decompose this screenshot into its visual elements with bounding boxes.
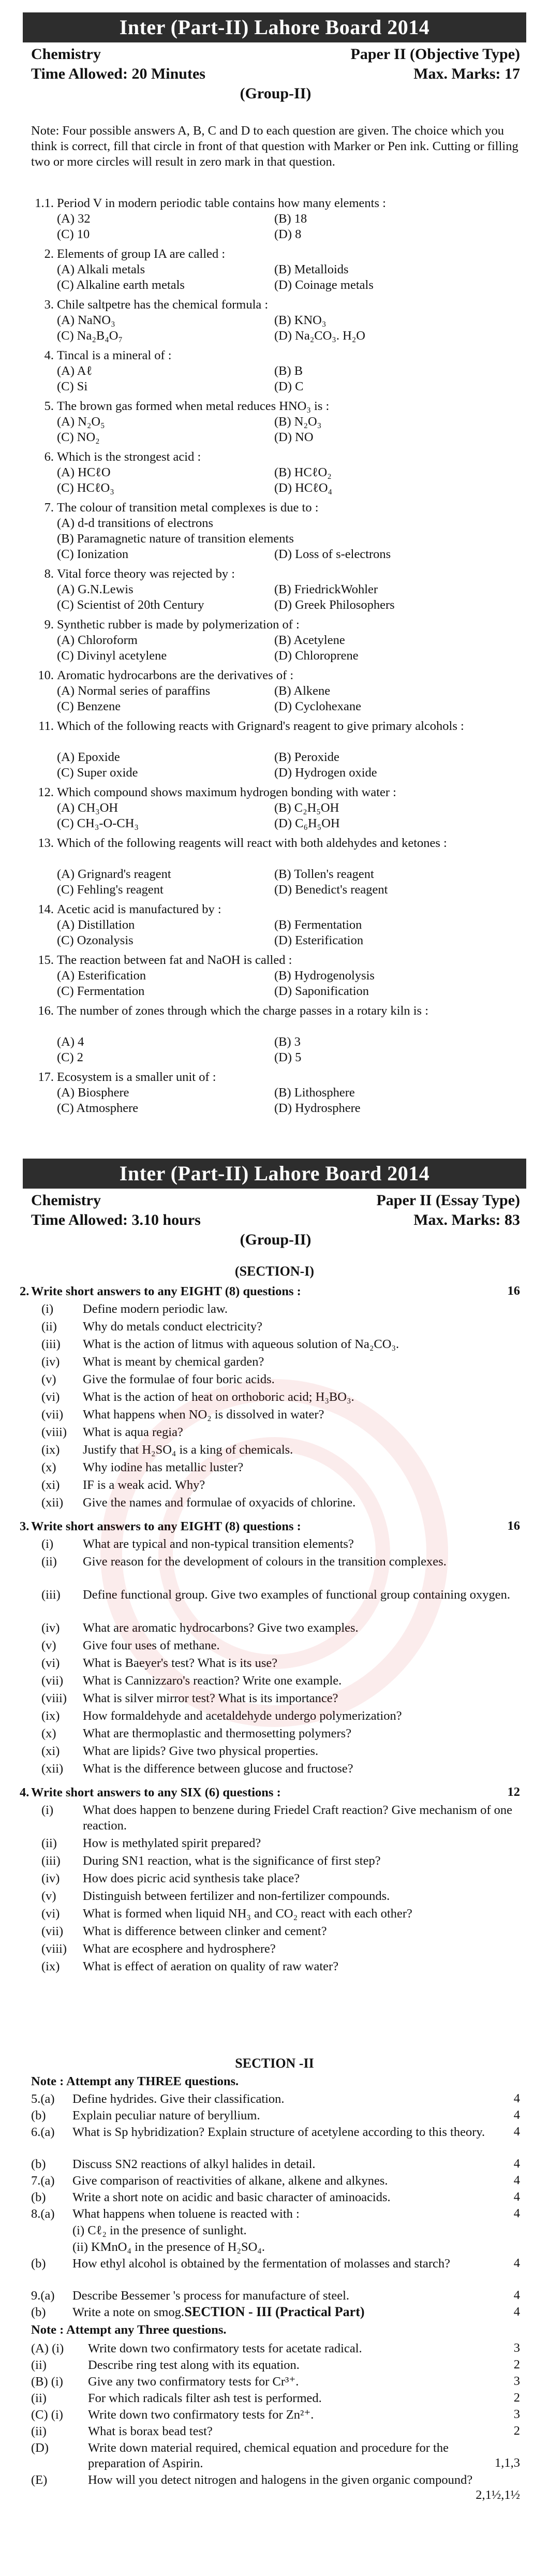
mcq-question: The brown gas formed when metal reduces HNO₃ is : 5. <box>57 399 520 414</box>
mcq-option-c: (C) Scientist of 20th Century <box>57 598 204 612</box>
mcq-number: 17. <box>38 1070 54 1084</box>
short-item-number: (i) <box>41 1537 54 1551</box>
short-item-number: (x) <box>41 1460 56 1474</box>
mcq-option-c: (C) CH₃-O-CH₃ <box>57 816 139 830</box>
short-item-number: (iv) <box>41 1355 60 1369</box>
mcq-option-a: (A) N₂O₅ <box>57 415 105 429</box>
short-question-number: 2. <box>20 1284 29 1298</box>
mcq-option-b: (B) N₂O₃ <box>274 415 322 429</box>
long-question-number: 7.(a) <box>31 2174 55 2188</box>
long-question-marks: 4 <box>513 2190 520 2204</box>
short-item-text: Why do metals conduct electricity? <box>83 1320 262 1334</box>
short-item-text: How formaldehyde and acetaldehyde undergo polymerization? <box>83 1709 402 1723</box>
mcq-number: 1.1. <box>35 196 54 210</box>
short-item-text: What happens when NO₂ is dissolved in water? <box>83 1408 324 1422</box>
short-item-text: What is meant by chemical garden? <box>83 1355 264 1369</box>
mcq-option-b: (B) Fermentation <box>274 918 362 932</box>
short-item-text: What does happen to benzene during Friedel Craft reaction? Give mechanism of one reaction. <box>83 1803 512 1833</box>
mcq-option-c: (C) Divinyl acetylene <box>57 649 167 663</box>
mcq-option-b: (B) Peroxide <box>274 750 339 764</box>
practical-number: (D) <box>31 2441 49 2455</box>
long-question-text: Discuss SN2 reactions of alkyl halides in detail. <box>72 2157 316 2171</box>
short-item-text: IF is a weak acid. Why? <box>83 1478 205 1492</box>
mcq-option-c: (C) Super oxide <box>57 766 138 780</box>
mcq-question: Aromatic hydrocarbons are the derivatives of : 10. <box>57 668 520 683</box>
section-3-title: SECTION - III (Practical Part) <box>184 2304 365 2319</box>
short-item-text: Define functional group. Give two examples of functional group containing oxygen. <box>83 1588 510 1602</box>
mcq-option-a: (A) Biosphere <box>57 1086 129 1100</box>
short-item-text: What is the difference between glucose and fructose? <box>83 1762 353 1776</box>
mcq-option-d: (D) HCℓO₄ <box>274 481 333 495</box>
long-question-number: (b) <box>31 2157 46 2171</box>
short-item-number: (xi) <box>41 1744 60 1758</box>
long-question-marks: 4 <box>513 2157 520 2171</box>
mcq-question: Acetic acid is manufactured by : 14. <box>57 902 520 917</box>
mcq-option-d: (D) Hydrosphere <box>274 1101 361 1115</box>
mcq-option-b: (B) Tollen's reagent <box>274 867 374 881</box>
mcq-option-b: (B) Acetylene <box>274 633 345 647</box>
practical-text: Write down material required, chemical equation and procedure for the preparation of Aspirin. <box>88 2441 449 2470</box>
mcq-option-c: (C) Atmosphere <box>57 1101 139 1115</box>
mcq-option-d: (D) Cyclohexane <box>274 699 362 713</box>
long-question-text: How ethyl alcohol is obtained by the fermentation of molasses and starch? <box>72 2257 451 2271</box>
section-3-note: Note : Attempt any Three questions. <box>31 2323 227 2337</box>
mcq-question: Elements of group IA are called : 2. <box>57 246 520 262</box>
short-item-number: (viii) <box>41 1942 67 1956</box>
short-question-marks: 16 <box>507 1284 520 1298</box>
short-item-text: What is aqua regia? <box>83 1425 183 1439</box>
mcq-option-b: (B) Alkene <box>274 684 331 698</box>
essay-header-3 <box>31 1230 520 1250</box>
practical-marks: 2,1½,1½ <box>476 2488 520 2502</box>
mcq-option-d: (D) Loss of s-electrons <box>274 547 391 561</box>
mcq-option-b: (B) Lithosphere <box>274 1086 355 1100</box>
mcq-question: The reaction between fat and NaOH is called : 15. <box>57 953 520 968</box>
mcq-option-a: (A) Alkali metals <box>57 262 145 276</box>
long-question-text: (ii) KMnO₄ in the presence of H₂SO₄. <box>72 2240 265 2254</box>
short-question-marks: 16 <box>507 1519 520 1533</box>
practical-marks: 2 <box>513 2358 520 2372</box>
short-item-number: (vii) <box>41 1408 64 1422</box>
short-item-text: What is Baeyer's test? What is its use? <box>83 1656 278 1670</box>
short-item-number: (ii) <box>41 1555 57 1569</box>
mcq-number: 2. <box>44 247 54 261</box>
mcq-option-c: (C) Si <box>57 379 88 393</box>
practical-text: Write down two confirmatory tests for Zn²⁺. <box>88 2408 314 2422</box>
section-2-title: SECTION -II <box>235 2056 314 2071</box>
short-item-number: (vi) <box>41 1907 60 1921</box>
long-question-number: 6.(a) <box>31 2125 55 2139</box>
mcq-option-d: (D) Saponification <box>274 984 369 998</box>
mcq-option-d: (D) 8 <box>274 227 302 241</box>
mcq-option-c: (C) Benzene <box>57 699 121 713</box>
long-question-text: (i) Cℓ₂ in the presence of sunlight. <box>72 2223 247 2237</box>
mcq-number: 15. <box>38 953 54 967</box>
time-allowed: Time Allowed: 20 Minutes <box>31 65 205 82</box>
mcq-question: Tincal is a mineral of : 4. <box>57 348 520 363</box>
practical-number: (ii) <box>31 2391 47 2405</box>
objective-header-2 <box>31 64 520 84</box>
practical-number: (A) (i) <box>31 2341 64 2355</box>
practical-number: (ii) <box>31 2424 47 2438</box>
short-item-number: (iv) <box>41 1871 60 1885</box>
max-marks: Max. Marks: 83 <box>413 1211 520 1228</box>
long-question-text: What is Sp hybridization? Explain structure of acetylene according to this theory. <box>72 2125 485 2139</box>
short-item-number: (iii) <box>41 1337 61 1351</box>
long-question-marks: 4 <box>513 2288 520 2302</box>
mcq-question: Which of the following reagents will react with both aldehydes and ketones : 13. <box>57 836 520 851</box>
short-item-text: Justify that H₂SO₄ is a king of chemicals. <box>83 1443 293 1457</box>
max-marks: Max. Marks: 17 <box>413 65 520 82</box>
short-item-number: (i) <box>41 1803 54 1817</box>
mcq-option-b: (B) C₂H₅OH <box>274 801 339 815</box>
mcq-question: Vital force theory was rejected by : 8. <box>57 566 520 582</box>
long-question-marks: 4 <box>513 2173 520 2187</box>
short-item-number: (vii) <box>41 1924 64 1938</box>
mcq-option-c: (C) Fehling's reagent <box>57 883 164 897</box>
short-item-number: (xii) <box>41 1762 64 1776</box>
short-item-number: (iii) <box>41 1588 61 1602</box>
long-question-number: 9.(a) <box>31 2289 55 2303</box>
mcq-option-c: (C) Alkaline earth metals <box>57 278 185 292</box>
mcq-option-d: (D) Hydrogen oxide <box>274 766 377 780</box>
section-1-title: (SECTION-I) <box>234 1264 315 1279</box>
short-item-text: How is methylated spirit prepared? <box>83 1836 261 1850</box>
practical-marks: 1,1,3 <box>495 2456 520 2470</box>
mcq-number: 3. <box>44 298 54 312</box>
practical-text: Give any two confirmatory tests for Cr³⁺. <box>88 2375 299 2389</box>
practical-number: (E) <box>31 2473 48 2487</box>
group-label: (Group-II) <box>240 1231 311 1248</box>
short-item-text: What is the action of heat on orthoboric acid; H₃BO₃. <box>83 1390 354 1404</box>
mcq-option-b: (B) Hydrogenolysis <box>274 969 375 983</box>
time-allowed: Time Allowed: 3.10 hours <box>31 1211 201 1228</box>
practical-text: How will you detect nitrogen and halogens in the given organic compound? <box>88 2473 473 2487</box>
short-item-number: (ix) <box>41 1709 60 1723</box>
mcq-option-a: (A) NaNO₃ <box>57 313 115 327</box>
essay-header-1 <box>31 1191 520 1210</box>
short-item-number: (ix) <box>41 1959 60 1973</box>
short-item-number: (viii) <box>41 1425 67 1439</box>
mcq-question: Which compound shows maximum hydrogen bonding with water : 12. <box>57 785 520 800</box>
mcq-option-c: (C) Ozonalysis <box>57 933 133 947</box>
mcq-option-c: (C) Na₂B₄O₇ <box>57 329 123 343</box>
long-question-marks: 4 <box>513 2125 520 2139</box>
mcq-question: Synthetic rubber is made by polymerization of : 9. <box>57 617 520 633</box>
mcq-question: Ecosystem is a smaller unit of : 17. <box>57 1070 520 1085</box>
short-question-head: Write short answers to any SIX (6) questions : <box>31 1785 281 1799</box>
long-question-marks: 4 <box>513 2108 520 2122</box>
mcq-option-a: (A) 4 <box>57 1035 84 1049</box>
subject: Chemistry <box>31 1192 101 1209</box>
mcq-option-d: (D) Greek Philosophers <box>274 598 395 612</box>
short-item-number: (ii) <box>41 1836 57 1850</box>
mcq-option-a: (A) Aℓ <box>57 364 93 378</box>
long-question-text: Explain peculiar nature of beryllium. <box>72 2109 260 2123</box>
short-item-number: (v) <box>41 1889 56 1903</box>
short-item-text: Give the formulae of four boric acids. <box>83 1372 275 1386</box>
mcq-question: Which of the following reacts with Grignard's reagent to give primary alcohols : 11. <box>57 719 520 734</box>
long-question-number: 8.(a) <box>31 2207 55 2221</box>
mcq-option-c: (C) HCℓO₃ <box>57 481 114 495</box>
mcq-number: 14. <box>38 902 54 916</box>
mcq-question: Period V in modern periodic table contains how many elements : 1.1. <box>57 196 520 211</box>
long-question-number: (b) <box>31 2190 46 2204</box>
mcq-option-c: (C) 10 <box>57 227 90 241</box>
long-question-marks: 4 <box>513 2305 520 2319</box>
mcq-option-a: (A) G.N.Lewis <box>57 582 133 596</box>
short-item-text: What are thermoplastic and thermosetting polymers? <box>83 1726 352 1740</box>
mcq-option-d: (D) Esterification <box>274 933 364 947</box>
objective-banner: Inter (Part-II) Lahore Board 2014 <box>23 12 526 42</box>
mcq-number: 9. <box>44 618 54 632</box>
mcq-option-a: (A) Grignard's reagent <box>57 867 171 881</box>
short-question-number: 3. <box>20 1519 29 1533</box>
short-item-text: What are lipids? Give two physical properties. <box>83 1744 319 1758</box>
long-question-marks: 4 <box>513 2206 520 2220</box>
long-question-text: Define hydrides. Give their classification. <box>72 2092 285 2106</box>
practical-marks: 3 <box>513 2407 520 2421</box>
mcq-option-b: (B) HCℓO₂ <box>274 465 332 479</box>
mcq-option-a: (A) Normal series of paraffins <box>57 684 211 698</box>
short-item-number: (vi) <box>41 1656 60 1670</box>
short-item-text: What are typical and non-typical transition elements? <box>83 1537 354 1551</box>
short-item-text: Give the names and formulae of oxyacids of chlorine. <box>83 1496 356 1510</box>
mcq-option-a: (A) Chloroform <box>57 633 138 647</box>
long-question-marks: 4 <box>513 2256 520 2270</box>
long-question-text: Describe Bessemer 's process for manufacture of steel. <box>72 2289 350 2303</box>
short-question-number: 4. <box>20 1785 29 1799</box>
long-question-text: Write a note on smog. <box>72 2305 185 2319</box>
mcq-option-d: (D) NO <box>274 430 314 444</box>
mcq-question: Chile saltpetre has the chemical formula : 3. <box>57 297 520 313</box>
mcq-option-d: (D) C <box>274 379 304 393</box>
short-item-number: (vii) <box>41 1674 64 1688</box>
practical-number: (B) (i) <box>31 2375 63 2389</box>
mcq-option-a: (A) HCℓO <box>57 465 111 479</box>
objective-note: Note: Four possible answers A, B, C and D to each question are given. The choice which you think is correct, fill that circle in front of that question with Marker or Pen ink. Cutting or filling two or more circles will result in zero mark in that question. <box>31 124 518 169</box>
mcq-number: 4. <box>44 348 54 362</box>
short-item-number: (x) <box>41 1726 56 1740</box>
mcq-option-b: (B) 18 <box>274 212 307 226</box>
mcq-number: 13. <box>38 836 54 850</box>
mcq-question: The number of zones through which the charge passes in a rotary kiln is : 16. <box>57 1003 520 1019</box>
mcq-option-b: (B) Metalloids <box>274 262 349 276</box>
practical-text: Describe ring test along with its equation. <box>88 2358 300 2372</box>
mcq-option-b: (B) Paramagnetic nature of transition elements <box>57 532 294 546</box>
short-item-text: What is silver mirror test? What is its importance? <box>83 1691 338 1705</box>
practical-text: What is borax bead test? <box>88 2424 213 2438</box>
paper-type: Paper II (Objective Type) <box>350 46 520 63</box>
mcq-option-b: (B) KNO₃ <box>274 313 327 327</box>
paper-type: Paper II (Essay Type) <box>376 1192 520 1209</box>
short-item-number: (viii) <box>41 1691 67 1705</box>
short-item-text: What is difference between clinker and cement? <box>83 1924 327 1938</box>
practical-number: (C) (i) <box>31 2408 63 2422</box>
group-label: (Group-II) <box>240 85 311 102</box>
mcq-number: 5. <box>44 399 54 413</box>
short-question-head: Write short answers to any EIGHT (8) questions : <box>31 1284 301 1298</box>
mcq-number: 11. <box>38 719 54 733</box>
practical-text: Write down two confirmatory tests for acetate radical. <box>88 2341 362 2355</box>
short-item-number: (ix) <box>41 1443 60 1457</box>
long-question-text: Write a short note on acidic and basic character of aminoacids. <box>72 2190 391 2204</box>
short-item-number: (ii) <box>41 1320 57 1334</box>
objective-header-1 <box>31 45 520 64</box>
mcq-option-a: (A) Epoxide <box>57 750 120 764</box>
short-item-text: What is formed when liquid NH₃ and CO₂ react with each other? <box>83 1907 412 1921</box>
mcq-option-c: (C) Ionization <box>57 547 129 561</box>
short-item-text: What is Cannizzaro's reaction? Write one example. <box>83 1674 342 1688</box>
mcq-question: Which is the strongest acid : 6. <box>57 449 520 465</box>
mcq-option-c: (C) NO₂ <box>57 430 100 444</box>
long-question-marks: 4 <box>513 2091 520 2105</box>
short-item-text: Distinguish between fertilizer and non-fertilizer compounds. <box>83 1889 390 1903</box>
short-item-text: What is effect of aeration on quality of raw water? <box>83 1959 339 1973</box>
mcq-option-a: (A) d-d transitions of electrons <box>57 516 214 530</box>
mcq-option-b: (B) B <box>274 364 303 378</box>
practical-number: (ii) <box>31 2358 47 2372</box>
mcq-option-a: (A) 32 <box>57 212 91 226</box>
mcq-option-d: (D) C₆H₅OH <box>274 816 340 830</box>
mcq-option-d: (D) Benedict's reagent <box>274 883 388 897</box>
mcq-option-a: (A) Distillation <box>57 918 135 932</box>
short-item-text: What are ecosphere and hydrosphere? <box>83 1942 276 1956</box>
mcq-number: 10. <box>38 668 54 682</box>
mcq-option-a: (A) CH₃OH <box>57 801 118 815</box>
long-question-number: (b) <box>31 2109 46 2123</box>
mcq-number: 6. <box>44 450 54 464</box>
practical-marks: 2 <box>513 2391 520 2405</box>
short-item-text: Give reason for the development of colours in the transition complexes. <box>83 1555 447 1569</box>
subject: Chemistry <box>31 46 101 63</box>
mcq-number: 12. <box>38 785 54 799</box>
objective-header-3 <box>31 84 520 104</box>
short-item-text: Give four uses of methane. <box>83 1638 220 1652</box>
section-2-note: Note : Attempt any THREE questions. <box>31 2074 239 2088</box>
short-item-text: Why iodine has metallic luster? <box>83 1460 244 1474</box>
mcq-option-d: (D) Chloroprene <box>274 649 359 663</box>
short-item-number: (xi) <box>41 1478 60 1492</box>
mcq-option-a: (A) Esterification <box>57 969 146 983</box>
mcq-option-d: (D) Coinage metals <box>274 278 374 292</box>
long-question-text: Give comparison of reactivities of alkane, alkene and alkynes. <box>72 2174 388 2188</box>
practical-text: For which radicals filter ash test is performed. <box>88 2391 322 2405</box>
short-item-number: (vi) <box>41 1390 60 1404</box>
mcq-number: 8. <box>44 567 54 581</box>
short-item-number: (v) <box>41 1638 56 1652</box>
mcq-option-d: (D) 5 <box>274 1050 302 1064</box>
long-question-text: What happens when toluene is reacted with : <box>72 2207 300 2221</box>
essay-banner: Inter (Part-II) Lahore Board 2014 <box>23 1159 526 1189</box>
practical-marks: 2 <box>513 2424 520 2438</box>
practical-marks: 3 <box>513 2374 520 2388</box>
mcq-question: The colour of transition metal complexes is due to : 7. <box>57 500 520 516</box>
short-question-head: Write short answers to any EIGHT (8) questions : <box>31 1519 301 1533</box>
essay-header-2 <box>31 1210 520 1230</box>
long-question-number: 5.(a) <box>31 2092 55 2106</box>
long-question-number: (b) <box>31 2257 46 2271</box>
long-question-number: (b) <box>31 2305 46 2319</box>
short-item-text: What are aromatic hydrocarbons? Give two examples. <box>83 1621 359 1635</box>
mcq-number: 16. <box>38 1004 54 1018</box>
short-item-text: What is the action of litmus with aqueous solution of Na₂CO₃. <box>83 1337 399 1351</box>
mcq-option-b: (B) FriedrickWohler <box>274 582 378 596</box>
short-item-text: During SN1 reaction, what is the significance of first step? <box>83 1854 381 1868</box>
short-item-number: (xii) <box>41 1496 64 1510</box>
short-question-marks: 12 <box>507 1785 520 1799</box>
short-item-number: (iv) <box>41 1621 60 1635</box>
short-item-number: (i) <box>41 1302 54 1316</box>
short-item-number: (iii) <box>41 1854 61 1868</box>
mcq-option-c: (C) 2 <box>57 1050 84 1064</box>
practical-marks: 3 <box>513 2341 520 2355</box>
mcq-option-c: (C) Fermentation <box>57 984 145 998</box>
mcq-number: 7. <box>44 501 54 515</box>
mcq-option-b: (B) 3 <box>274 1035 301 1049</box>
short-item-text: How does picric acid synthesis take place? <box>83 1871 300 1885</box>
short-item-text: Define modern periodic law. <box>83 1302 228 1316</box>
short-item-number: (v) <box>41 1372 56 1386</box>
mcq-option-d: (D) Na₂CO₃. H₂O <box>274 329 365 343</box>
